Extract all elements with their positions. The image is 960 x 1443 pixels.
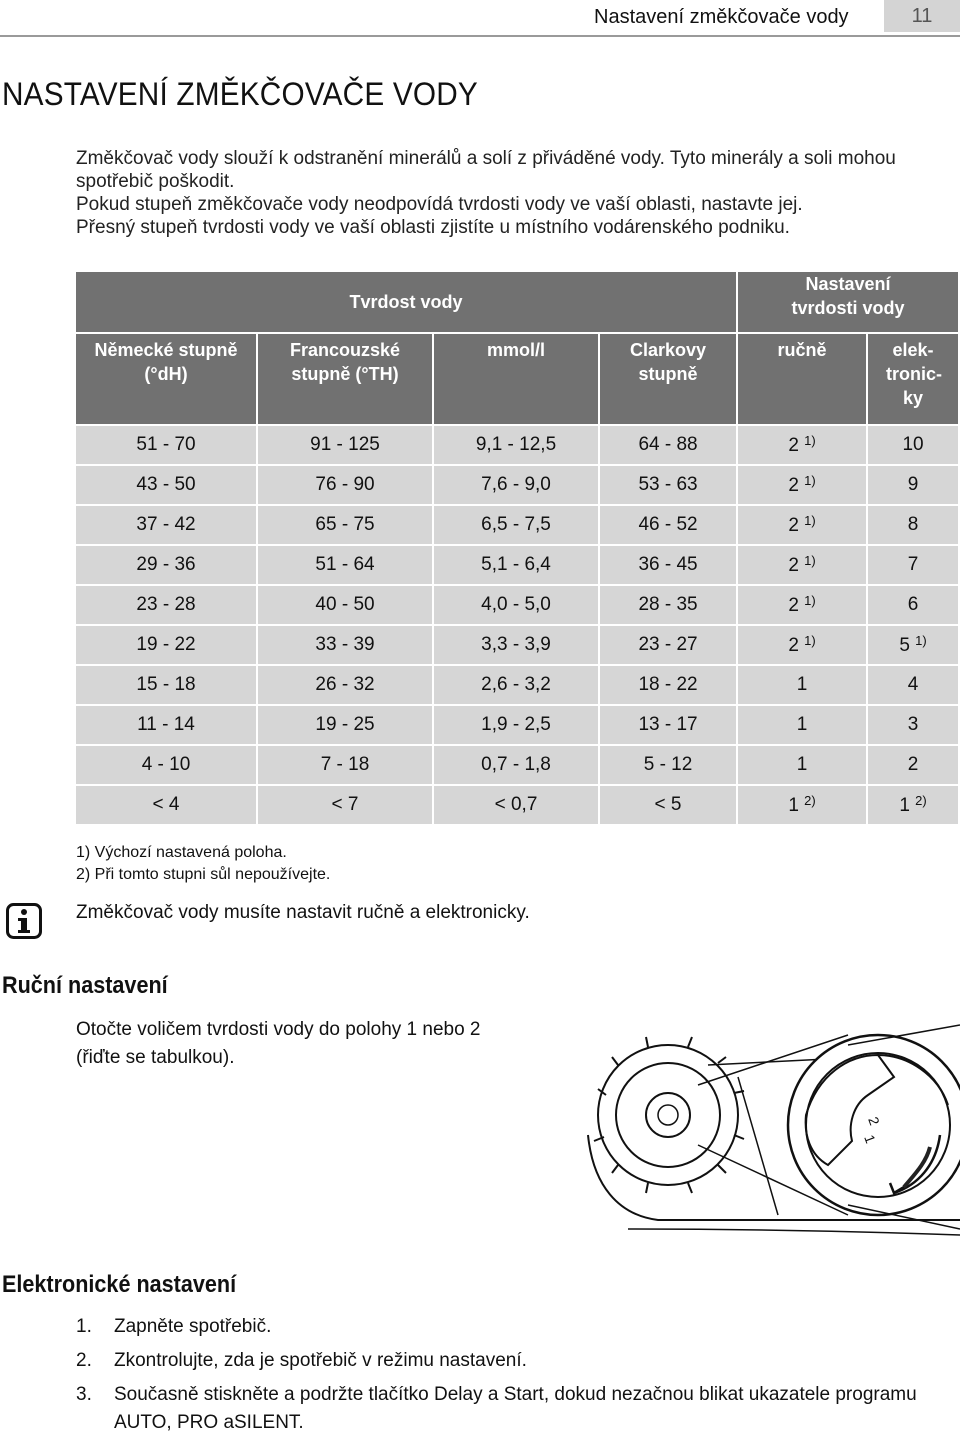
electronic-steps	[76, 1313, 946, 1443]
step-text: Zapněte spotřebič.	[114, 1316, 272, 1337]
table-cell-dh: < 4	[76, 786, 256, 824]
table-cell-elec	[868, 706, 958, 744]
table-cell-clark: 46 - 52	[600, 506, 736, 544]
table-cell-mmol: 3,3 - 3,9	[434, 626, 598, 664]
table-cell-manual	[738, 666, 866, 704]
setting-value: 2	[788, 475, 799, 496]
table-cell-dh: 43 - 50	[76, 466, 256, 504]
table-cell-clark: 28 - 35	[600, 586, 736, 624]
manual-setting-text	[76, 1016, 481, 1072]
dial-label-1: 1	[861, 1132, 879, 1146]
table-cell-dh: 23 - 28	[76, 586, 256, 624]
table-cell-mmol: 0,7 - 1,8	[434, 746, 598, 784]
table-cell-dh: 11 - 14	[76, 706, 256, 744]
step-number: 2.	[76, 1350, 92, 1371]
table-cell-mmol: 6,5 - 7,5	[434, 506, 598, 544]
table-cell-clark: 64 - 88	[600, 426, 736, 464]
table-cell-elec	[868, 786, 958, 824]
table-cell-elec	[868, 626, 958, 664]
info-note: Změkčovač vody musíte nastavit ručně a elektronicky.	[76, 902, 530, 923]
table-cell-th: 33 - 39	[258, 626, 432, 664]
setting-value: 2	[788, 555, 799, 576]
footnote-ref: 1)	[804, 633, 816, 648]
table-cell-clark: 23 - 27	[600, 626, 736, 664]
table-cell-elec	[868, 746, 958, 784]
group-header-setting: Nastavení tvrdosti vody	[738, 272, 958, 332]
electronic-setting-heading: Elektronické nastavení	[2, 1271, 237, 1298]
table-cell-th: 40 - 50	[258, 586, 432, 624]
table-cell-manual	[738, 466, 866, 504]
table-row	[76, 706, 958, 744]
step-number: 3.	[76, 1384, 92, 1405]
table-cell-th: < 7	[258, 786, 432, 824]
col-header-mmol: mmol/l	[434, 334, 598, 424]
footnote-ref: 2)	[804, 793, 816, 808]
table-row	[76, 786, 958, 824]
manual-setting-heading: Ruční nastavení	[2, 972, 168, 999]
footnote-ref: 2)	[915, 793, 927, 808]
table-cell-dh: 15 - 18	[76, 666, 256, 704]
page-title: NASTAVENÍ ZMĚKČOVAČE VODY	[2, 76, 478, 112]
table-row	[76, 426, 958, 464]
running-title: Nastavení změkčovače vody	[594, 6, 849, 28]
setting-value: 5	[899, 635, 910, 656]
manual-text-line: Otočte voličem tvrdosti vody do polohy 1 nebo 2	[76, 1019, 481, 1040]
setting-value: 1	[796, 674, 808, 695]
table-cell-elec	[868, 666, 958, 704]
col-header-electronic: elek-tronic-ky	[868, 334, 958, 424]
step-text: Zkontrolujte, zda je spotřebič v režimu nastavení.	[114, 1350, 527, 1371]
table-cell-th: 65 - 75	[258, 506, 432, 544]
setting-value: 2	[788, 635, 799, 656]
dial-label-2: 2	[865, 1114, 883, 1128]
step-item	[76, 1381, 946, 1437]
table-cell-manual	[738, 586, 866, 624]
intro-paragraph: Přesný stupeň tvrdosti vody ve vaší oblasti zjistíte u místního vodárenského podniku.	[76, 217, 790, 238]
table-cell-clark: < 5	[600, 786, 736, 824]
table-cell-clark: 36 - 45	[600, 546, 736, 584]
footnote-ref: 1)	[804, 433, 816, 448]
table-row	[76, 746, 958, 784]
table-cell-mmol: 5,1 - 6,4	[434, 546, 598, 584]
table-cell-elec	[868, 546, 958, 584]
table-cell-mmol: 9,1 - 12,5	[434, 426, 598, 464]
table-cell-elec	[868, 586, 958, 624]
footnote-ref: 1)	[804, 513, 816, 528]
setting-value: 2	[788, 515, 799, 536]
table-cell-dh: 37 - 42	[76, 506, 256, 544]
setting-value: 10	[902, 434, 924, 455]
table-row	[76, 626, 958, 664]
footnote-ref: 1)	[915, 633, 927, 648]
table-cell-clark: 53 - 63	[600, 466, 736, 504]
step-item	[76, 1347, 946, 1375]
setting-value: 1	[788, 795, 799, 816]
table-row	[76, 466, 958, 504]
header-rule	[0, 35, 960, 37]
table-cell-mmol: 1,9 - 2,5	[434, 706, 598, 744]
setting-value: 2	[788, 595, 799, 616]
table-cell-mmol: 2,6 - 3,2	[434, 666, 598, 704]
setting-value: 2	[788, 435, 799, 456]
table-cell-th: 91 - 125	[258, 426, 432, 464]
water-hardness-table	[74, 270, 960, 826]
table-cell-manual	[738, 546, 866, 584]
footnote: 1) Výchozí nastavená poloha.	[76, 844, 287, 861]
table-cell-elec	[868, 426, 958, 464]
table-cell-manual	[738, 506, 866, 544]
table-cell-dh: 29 - 36	[76, 546, 256, 584]
table-row	[76, 586, 958, 624]
table-cell-elec	[868, 466, 958, 504]
table-cell-dh: 51 - 70	[76, 426, 256, 464]
table-body	[76, 426, 958, 824]
table-cell-mmol: < 0,7	[434, 786, 598, 824]
setting-value: 1	[899, 795, 910, 816]
table-cell-clark: 5 - 12	[600, 746, 736, 784]
setting-value: 8	[907, 514, 919, 535]
footnote-ref: 1)	[804, 553, 816, 568]
table-cell-mmol: 7,6 - 9,0	[434, 466, 598, 504]
setting-value: 7	[907, 554, 919, 575]
step-item	[76, 1313, 946, 1341]
table-cell-th: 19 - 25	[258, 706, 432, 744]
col-header-manual: ručně	[738, 334, 866, 424]
page-number: 11	[884, 0, 960, 32]
step-text: Současně stiskněte a podržte tlačítko Delay a Start, dokud nezačnou blikat ukazatele programu AUTO, PRO aSILENT.	[114, 1384, 917, 1433]
setting-value: 4	[907, 674, 919, 695]
softener-dial-illustration	[548, 1015, 960, 1245]
table-cell-clark: 18 - 22	[600, 666, 736, 704]
table-cell-elec	[868, 506, 958, 544]
col-header-th: Francouzské stupně (°TH)	[258, 334, 432, 424]
footnote: 2) Při tomto stupni sůl nepoužívejte.	[76, 866, 331, 883]
manual-text-line: (řiďte se tabulkou).	[76, 1047, 235, 1068]
table-cell-manual	[738, 706, 866, 744]
table-cell-mmol: 4,0 - 5,0	[434, 586, 598, 624]
table-cell-manual	[738, 626, 866, 664]
intro-paragraph: Pokud stupeň změkčovače vody neodpovídá tvrdosti vody ve vaší oblasti, nastavte jej.	[76, 194, 803, 215]
setting-value: 2	[907, 754, 919, 775]
setting-value: 9	[907, 474, 919, 495]
table-row	[76, 666, 958, 704]
info-icon	[6, 903, 42, 939]
table-cell-th: 7 - 18	[258, 746, 432, 784]
setting-value: 6	[907, 594, 919, 615]
table-cell-clark: 13 - 17	[600, 706, 736, 744]
table-cell-th: 51 - 64	[258, 546, 432, 584]
table-row	[76, 506, 958, 544]
intro-text	[76, 147, 936, 239]
table-cell-th: 76 - 90	[258, 466, 432, 504]
intro-paragraph: Změkčovač vody slouží k odstranění minerálů a solí z přiváděné vody. Tyto minerály a soli mohou spotřebič poškodit.	[76, 148, 896, 192]
table-footnotes	[76, 842, 330, 886]
setting-value: 1	[796, 754, 808, 775]
table-cell-manual	[738, 746, 866, 784]
table-cell-manual	[738, 786, 866, 824]
setting-value: 1	[796, 714, 808, 735]
col-header-dh: Německé stupně (°dH)	[76, 334, 256, 424]
table-cell-dh: 4 - 10	[76, 746, 256, 784]
step-number: 1.	[76, 1316, 92, 1337]
footnote-ref: 1)	[804, 473, 816, 488]
group-header-hardness: Tvrdost vody	[76, 272, 736, 332]
footnote-ref: 1)	[804, 593, 816, 608]
table-row	[76, 546, 958, 584]
col-header-clark: Clarkovy stupně	[600, 334, 736, 424]
table-cell-manual	[738, 426, 866, 464]
setting-value: 3	[907, 714, 919, 735]
table-cell-dh: 19 - 22	[76, 626, 256, 664]
table-cell-th: 26 - 32	[258, 666, 432, 704]
